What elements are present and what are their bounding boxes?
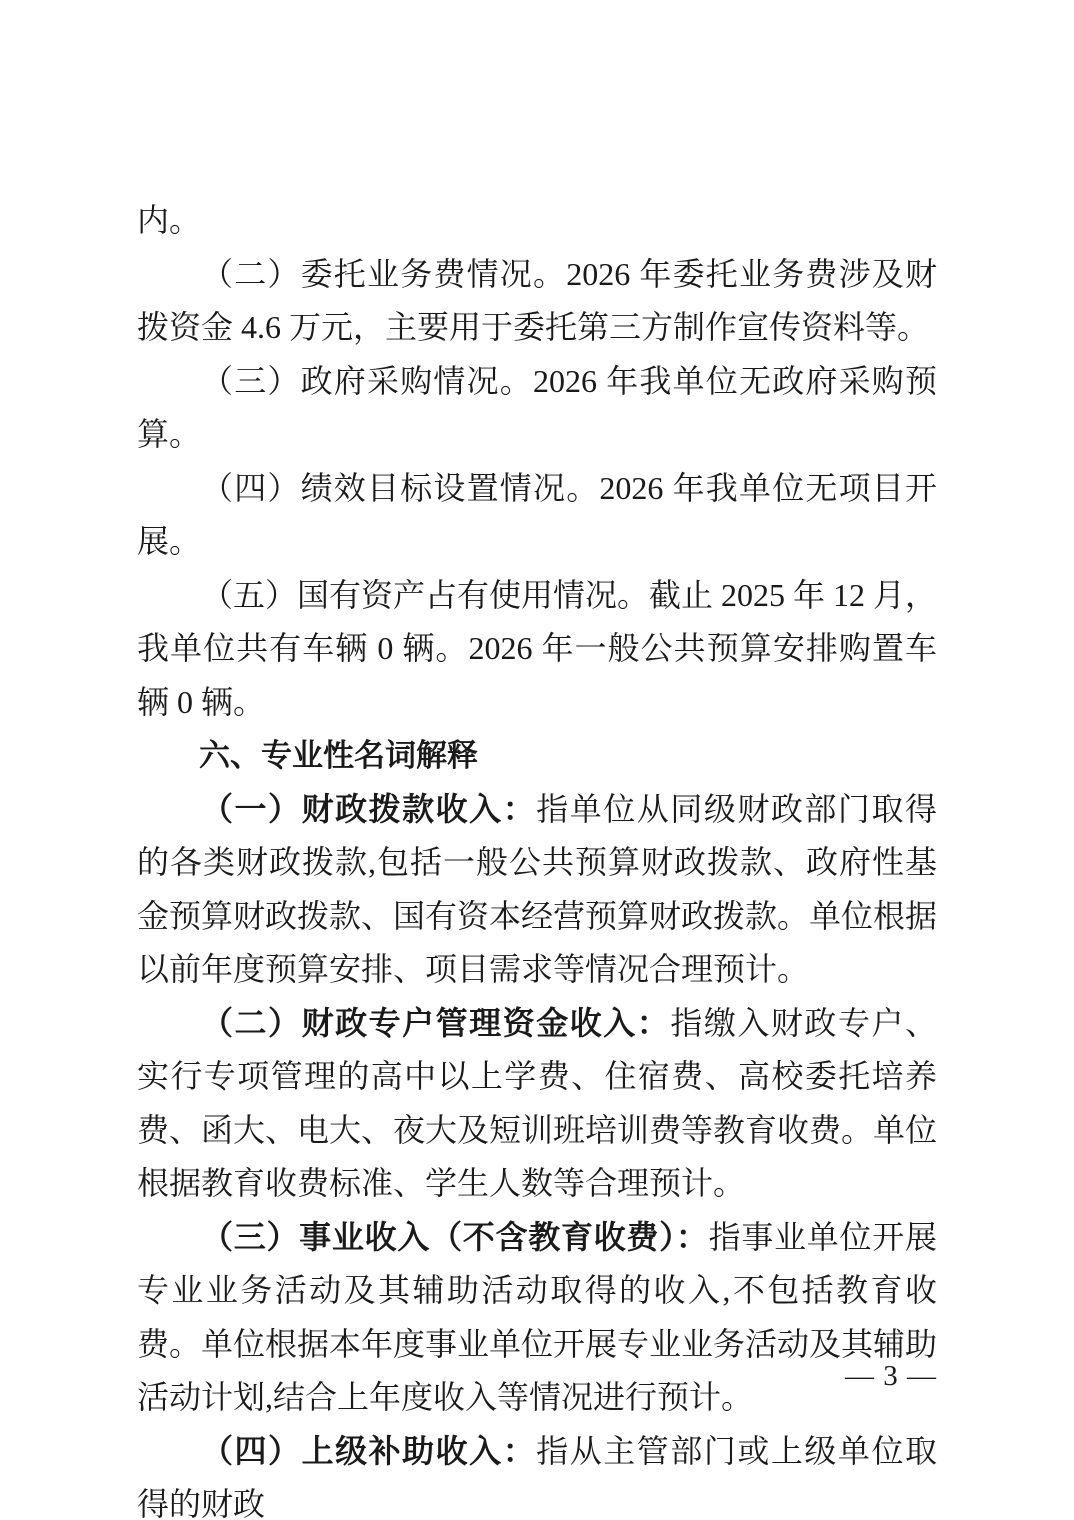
paragraph [137, 248, 937, 355]
paragraph [137, 783, 937, 997]
paragraph [137, 1425, 937, 1520]
paragraph [137, 997, 937, 1211]
document-body [137, 194, 937, 1520]
paragraph-text: 内。 [137, 202, 202, 238]
term-label: （四）上级补助收入： [201, 1432, 537, 1469]
paragraph-text: （五）国有资产占有使用情况。截止 2025 年 12 月，我单位共有车辆 0 辆。2026 年一般公共预算安排购置车辆 0 辆。 [137, 576, 938, 720]
paragraph-text: （三）政府采购情况。2026 年我单位无政府采购预算。 [137, 362, 937, 452]
section-heading: 六、专业性名词解释 [199, 738, 478, 773]
paragraph-text: 指单位从同级财政部门取得的各类财政拨款,包括一般公共预算财政拨款、政府性基金预算财政拨款、国有资本经营预算财政拨款。单位根据以前年度预算安排、项目需求等情况合理预计。 [137, 790, 938, 987]
term-label: （三）事业收入（不含教育收费）： [201, 1218, 709, 1255]
paragraph-text: 指缴入财政专户、实行专项管理的高中以上学费、住宿费、高校委托培养费、函大、电大、夜大及短训班培训费等教育收费。单位根据教育收费标准、学生人数等合理预计。 [137, 1004, 938, 1201]
paragraph-continuation [137, 194, 937, 248]
term-label: （一）财政拨款收入： [201, 790, 537, 827]
paragraph-text: 指从主管部门或上级单位取得的财政 [137, 1432, 937, 1520]
paragraph [137, 569, 937, 730]
paragraph [137, 355, 937, 462]
paragraph-text: 指事业单位开展专业业务活动及其辅助活动取得的收入,不包括教育收费。单位根据本年度事业单位开展专业业务活动及其辅助活动计划,结合上年度收入等情况进行预计。 [137, 1218, 938, 1415]
paragraph-text: （二）委托业务费情况。2026 年委托业务费涉及财拨资金 4.6 万元，主要用于委托第三方制作宣传资料等。 [137, 255, 937, 345]
paragraph [137, 1211, 937, 1425]
paragraph-text: （四）绩效目标设置情况。2026 年我单位无项目开展。 [137, 469, 937, 559]
term-label: （二）财政专户管理资金收入： [201, 1004, 671, 1041]
paragraph [137, 462, 937, 569]
page-number: — 3 — [845, 1360, 937, 1392]
